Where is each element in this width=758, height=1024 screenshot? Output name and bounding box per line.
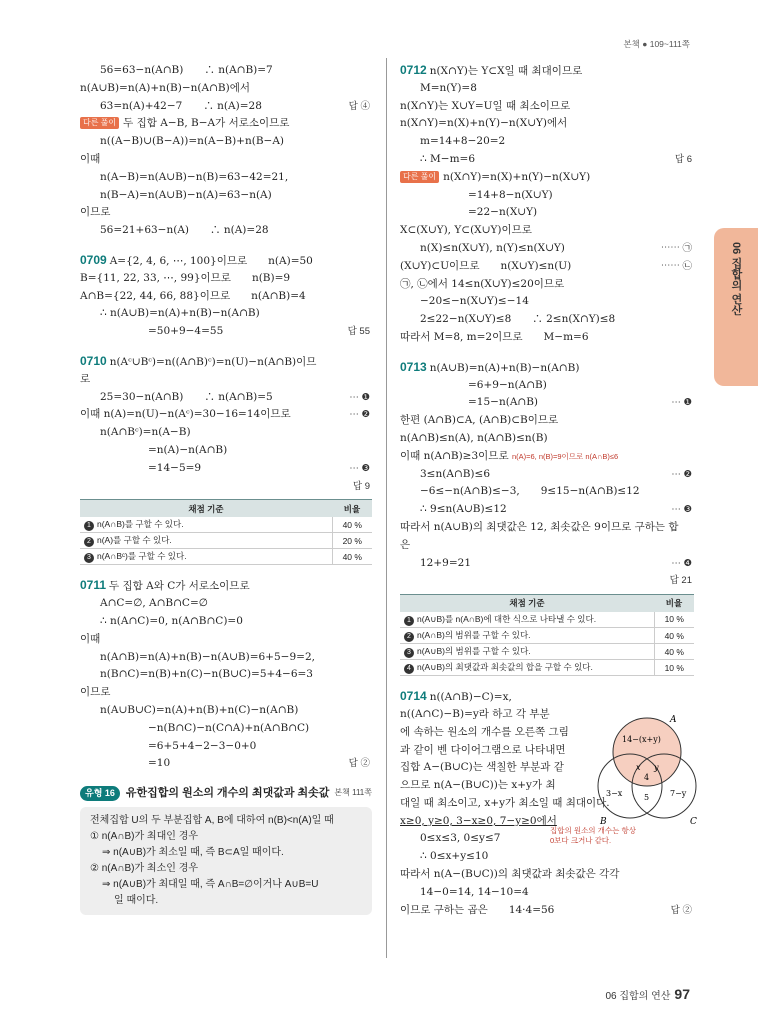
- side-note: 집합의 원소의 개수는 항상 0보다 크거나 같다.: [550, 826, 636, 846]
- table-row: 4 n(A∪B)의 최댓값과 최솟값의 합을 구할 수 있다. 10 %: [400, 660, 694, 676]
- solution-line: 따라서 n(A−(B∪C))의 최댓값과 최솟값은 각각: [400, 868, 620, 881]
- problem-0714: 0714 n((A∩B)−C)=x,: [400, 689, 512, 704]
- solution-line: =6+5+4−2−3−0+0: [148, 739, 257, 752]
- solution-line: n(X)≤n(X∪Y), n(Y)≤n(X∪Y) ⋯⋯ ㉠: [400, 240, 694, 258]
- column-divider: [386, 58, 387, 958]
- step-mark: ⋯ ❷: [671, 468, 692, 480]
- answer-mark: 답 9: [352, 480, 370, 492]
- solution-line: ∴ 9≤n(A∪B)≤12 ⋯ ❸: [400, 501, 694, 519]
- page-number: 97: [674, 986, 690, 1002]
- solution-line: (X∪Y)⊂U이므로 n(X∪Y)≤n(U) ⋯⋯ ㉡: [400, 258, 694, 276]
- venn-region-y: y: [654, 763, 659, 772]
- grading-table: [80, 499, 372, 565]
- problem-0709: 0709 A={2, 4, 6, ⋯, 100}이므로 n(A)=50: [80, 252, 313, 267]
- type-16-box: [80, 783, 372, 915]
- solution-line: =50+9−4=55 답 55: [80, 323, 372, 341]
- solution-line: 56=63−n(A∩B) ∴ n(A∩B)=7: [100, 64, 273, 76]
- solution-line: 이므로: [80, 206, 111, 219]
- venn-region-c: 7−y: [670, 789, 687, 798]
- answer-mark: 답 ②: [348, 758, 370, 770]
- alt-solution-badge: 다른 풀이: [400, 171, 439, 183]
- problem-number: 0711: [80, 578, 107, 593]
- answer-mark: 답 6: [674, 153, 692, 165]
- solution-line: −20≤−n(X∪Y)≤−14: [420, 295, 529, 308]
- chapter-side-tab: [714, 228, 758, 386]
- solution-line: 한편 (A∩B)⊂A, (A∩B)⊂B이므로: [400, 414, 559, 427]
- table-row: 2 n(A∩B)의 범위를 구할 수 있다. 40 %: [400, 628, 694, 644]
- venn-diagram: [592, 712, 702, 832]
- type-tag: 유형 16: [80, 786, 120, 801]
- solution-line: =22−n(X∪Y): [468, 206, 538, 219]
- type-reference: 본책 111쪽: [334, 788, 372, 798]
- solution-line: −6≤−n(A∩B)≤−3, 9≤15−n(A∩B)≤12: [420, 485, 640, 498]
- grading-table: [400, 594, 694, 676]
- step-mark: ⋯ ❷: [349, 409, 370, 421]
- solution-line: n(B∩C)=n(B)+n(C)−n(B∪C)=5+4−6=3: [100, 668, 313, 681]
- table-header: 채점 기준: [400, 595, 654, 612]
- solution-line: n(B−A)=n(A∪B)−n(A)=63−n(A): [100, 188, 272, 201]
- solution-line: 이므로 구하는 곱은 14·4=56 답 ②: [400, 902, 694, 920]
- problem-0711: 0711 두 집합 A와 C가 서로소이므로: [80, 578, 250, 593]
- solution-line: n(A∩B)=n(A)+n(B)−n(A∪B)=6+5−9=2,: [100, 650, 315, 663]
- chapter-tab-label: 06 집합의 연산: [730, 242, 742, 316]
- table-row: 3 n(A∩Bᶜ)를 구할 수 있다. 40 %: [80, 549, 372, 565]
- solution-line: ∴ n(A∩C)=0, n(A∩B∩C)=0: [100, 614, 243, 627]
- table-row: 2 n(A)를 구할 수 있다. 20 %: [80, 533, 372, 549]
- solution-line: 에 속하는 원소의 개수를 오른쪽 그림: [400, 725, 569, 738]
- type-summary: 전체집합 U의 두 부분집합 A, B에 대하여 n(B)<n(A)일 때 ① n(A∩B)가 최대인 경우 ⇒ n(A∪B)가 최소일 때, 즉 B⊂A일 때이다. ② n(A∩B)가 최소인 경우 ⇒ n(A∪B)가 최대일 때, 즉 A∩B=∅이거나 A∪B=U 일 때이다.: [80, 807, 372, 915]
- type-heading: 유형 16 유한집합의 원소의 개수의 최댓값과 최솟값 본책 111쪽: [80, 783, 372, 803]
- solution-line: =6+9−n(A∩B): [468, 378, 547, 391]
- solution-line: ∴ n(A∪B)=n(A)+n(B)−n(A∩B): [100, 307, 260, 320]
- solution-line: 다른 풀이 n(X∩Y)=n(X)+n(Y)−n(X∪Y): [400, 169, 694, 187]
- solution-line: 다른 풀이 두 집합 A−B, B−A가 서로소이므로: [80, 115, 372, 133]
- step-mark: ⋯ ❸: [349, 462, 370, 474]
- solution-line: 14−0=14, 14−10=4: [420, 885, 529, 898]
- table-header: 비율: [654, 595, 694, 612]
- left-column: [80, 62, 372, 915]
- solution-line: 은: [400, 538, 411, 551]
- solution-line: 56=21+63−n(A) ∴ n(A)=28: [100, 224, 269, 237]
- solution-line: A∩B={22, 44, 66, 88}이므로 n(A∩B)=4: [80, 289, 306, 302]
- problem-0710: 0710 n(Aᶜ∪Bᶜ)=n((A∩B)ᶜ)=n(U)−n(A∩B)이므: [80, 353, 317, 368]
- solution-line: n(A−B)=n(A∪B)−n(B)=63−42=21,: [100, 170, 289, 183]
- page-footer: [605, 986, 690, 1002]
- venn-region-top: 14−(x+y): [622, 735, 661, 744]
- problem-0713: 0713 n(A∪B)=n(A)+n(B)−n(A∩B): [400, 359, 580, 374]
- solution-line: x≥0, y≥0, 3−x≥0, 7−y≥0에서: [400, 814, 557, 827]
- solution-line: 12+9=21 ⋯ ❹: [400, 555, 694, 573]
- solution-line: X⊂(X∪Y), Y⊂(X∪Y)이므로: [400, 224, 532, 237]
- step-mark: ⋯ ❸: [671, 504, 692, 516]
- solution-line: n(A∪B∪C)=n(A)+n(B)+n(C)−n(A∩B): [100, 703, 299, 716]
- solution-line: 따라서 M=8, m=2이므로 M−m=6: [400, 330, 589, 343]
- ref-mark: ⋯⋯ ㉠: [660, 242, 692, 254]
- problem-number: 0714: [400, 689, 427, 704]
- solution-line: 63=n(A)+42−7 ∴ n(A)=28 답 ④: [80, 98, 372, 116]
- answer-mark: 답 ④: [348, 100, 370, 112]
- solution-line: 으므로 n(A−(B∪C))는 x+y가 최: [400, 779, 556, 792]
- solution-line: M=n(Y)=8: [420, 81, 477, 94]
- table-row: 3 n(A∪B)의 범위를 구할 수 있다. 40 %: [400, 644, 694, 660]
- solution-line: =15−n(A∩B) ⋯ ❶: [400, 394, 694, 412]
- solution-line: B={11, 22, 33, ⋯, 99}이므로 n(B)=9: [80, 271, 291, 284]
- solution-line: =10 답 ②: [80, 755, 372, 773]
- solution-line: ㉠, ㉡에서 14≤n(X∪Y)≤20이므로: [400, 277, 565, 290]
- solution-line: n(A∩B)≤n(A), n(A∩B)≤n(B): [400, 431, 548, 444]
- venn-region-center: 4: [644, 773, 650, 782]
- venn-region-x: x: [636, 763, 641, 772]
- solution-line: n((A∩C)−B)=y라 하고 각 부분: [400, 707, 550, 720]
- solution-line: 이므로: [80, 686, 111, 699]
- problem-0712: 0712 n(X∩Y)는 Y⊂X일 때 최대이므로: [400, 63, 583, 77]
- answer-mark: 답 55: [347, 326, 370, 338]
- solution-line: =14+8−n(X∪Y): [468, 188, 553, 201]
- ref-mark: ⋯⋯ ㉡: [660, 260, 692, 272]
- solution-line: A∩C=∅, A∩B∩C=∅: [100, 597, 208, 610]
- problem-number: 0712: [400, 63, 427, 77]
- venn-label-b: B: [600, 817, 607, 827]
- problem-number: 0710: [80, 353, 107, 368]
- solution-line: ∴ 0≤x+y≤10: [420, 850, 489, 863]
- solution-line: 3≤n(A∩B)≤6 ⋯ ❷: [400, 466, 694, 484]
- solution-line: 이때 n(A)=n(U)−n(Aᶜ)=30−16=14이므로 ⋯ ❷: [80, 406, 372, 424]
- answer-mark: 답 ②: [670, 904, 692, 916]
- solution-line: 이때 n(A∩B)≥3이므로 n(A)=6, n(B)=9이므로 n(A∩B)≤6: [400, 449, 619, 462]
- solution-line: 25=30−n(A∩B) ∴ n(A∩B)=5 ⋯ ❶: [80, 389, 372, 407]
- solution-line: ∴ M−m=6 답 6: [400, 151, 694, 169]
- problem-number: 0709: [80, 252, 107, 267]
- solution-line: n(A∪B)=n(A)+n(B)−n(A∩B)에서: [80, 81, 250, 94]
- solution-line: [400, 572, 694, 590]
- solution-line: 집합 A−(B∪C)는 색칠한 부분과 같: [400, 761, 564, 774]
- problem-number: 0713: [400, 359, 427, 374]
- side-note: n(A)=6, n(B)=9이므로 n(A∩B)≤6: [511, 451, 619, 461]
- venn-label-a: A: [670, 715, 677, 725]
- table-row: 1 n(A∪B)를 n(A∩B)에 대한 식으로 나타낼 수 있다. 10 %: [400, 612, 694, 628]
- solution-line: 따라서 n(A∪B)의 최댓값은 12, 최솟값은 9이므로 구하는 합: [400, 520, 679, 533]
- solution-line: m=14+8−20=2: [420, 135, 506, 148]
- answer-mark: 답 21: [669, 575, 692, 587]
- solution-line: =n(A)−n(A∩B): [148, 443, 228, 456]
- solution-line: 이때: [80, 152, 101, 165]
- solution-line: =14−5=9 ⋯ ❸: [80, 460, 372, 478]
- solution-line: n(X∩Y)=n(X)+n(Y)−n(X∪Y)에서: [400, 117, 568, 130]
- page-reference: 본책 ● 109~111쪽: [623, 39, 690, 49]
- table-row: 1 n(A∩B)를 구할 수 있다. 40 %: [80, 517, 372, 533]
- solution-line: n((A−B)∪(B−A))=n(A−B)+n(B−A): [100, 135, 285, 148]
- solution-line: 로: [80, 372, 91, 385]
- solution-line: n(X∩Y)는 X∪Y=U일 때 최소이므로: [400, 99, 571, 112]
- solution-line: −n(B∩C)−n(C∩A)+n(A∩B∩C): [148, 721, 310, 734]
- venn-label-c: C: [690, 817, 697, 827]
- solution-line: 대일 때 최소이고, x+y가 최소일 때 최대이다.: [400, 796, 610, 809]
- solution-line: 2≤22−n(X∪Y)≤8 ∴ 2≤n(X∩Y)≤8: [420, 313, 616, 326]
- step-mark: ⋯ ❶: [671, 397, 692, 409]
- solution-line: n(A∩Bᶜ)=n(A−B): [100, 426, 191, 439]
- solution-line: 과 같이 벤 다이어그램으로 나타내면: [400, 743, 566, 756]
- alt-solution-badge: 다른 풀이: [80, 117, 119, 129]
- solution-line: 이때: [80, 632, 101, 645]
- solution-line: [80, 478, 372, 496]
- footer-chapter: 06 집합의 연산: [605, 991, 671, 1002]
- table-header: 채점 기준: [80, 500, 332, 517]
- table-header: 비율: [332, 500, 372, 517]
- solution-line: 0≤x≤3, 0≤y≤7 집합의 원소의 개수는 항상 0보다 크거나 같다.: [420, 826, 636, 846]
- step-mark: ⋯ ❹: [671, 557, 692, 569]
- venn-region-b: 3−x: [606, 789, 623, 798]
- venn-region-bc: 5: [644, 793, 650, 802]
- step-mark: ⋯ ❶: [349, 391, 370, 403]
